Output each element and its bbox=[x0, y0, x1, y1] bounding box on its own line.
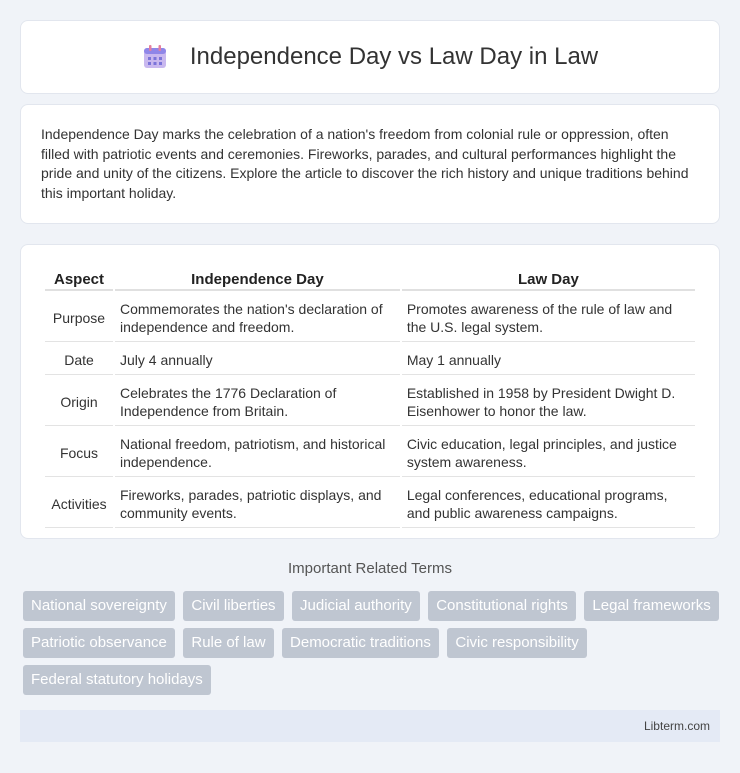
table-row bbox=[45, 377, 695, 426]
row-law-day: Promotes awareness of the rule of law and the U.S. legal system. bbox=[402, 293, 695, 342]
row-independence-day: Commemorates the nation's declaration of independence and freedom. bbox=[115, 293, 400, 342]
row-independence-day: July 4 annually bbox=[115, 344, 400, 375]
row-aspect: Purpose bbox=[45, 293, 113, 342]
related-term-tag[interactable]: Civil liberties bbox=[183, 591, 283, 621]
related-terms-list bbox=[23, 591, 723, 702]
title-card bbox=[20, 20, 720, 94]
row-law-day: Civic education, legal principles, and justice system awareness. bbox=[402, 428, 695, 477]
footer-brand-link[interactable]: Libterm.com bbox=[643, 719, 710, 733]
header-independence-day: Independence Day bbox=[115, 267, 400, 291]
row-aspect: Origin bbox=[45, 377, 113, 426]
comparison-table bbox=[43, 265, 697, 530]
related-term-tag[interactable]: Rule of law bbox=[183, 628, 273, 658]
related-term-tag[interactable]: Legal frameworks bbox=[584, 591, 718, 621]
row-law-day: May 1 annually bbox=[402, 344, 695, 375]
footer bbox=[20, 710, 720, 742]
comparison-card bbox=[20, 244, 720, 539]
table-row bbox=[45, 479, 695, 528]
related-terms-title: Important Related Terms bbox=[288, 560, 452, 577]
related-term-tag[interactable]: National sovereignty bbox=[23, 591, 175, 621]
table-header-row bbox=[45, 267, 695, 291]
related-term-tag[interactable]: Civic responsibility bbox=[447, 628, 586, 658]
row-aspect: Activities bbox=[45, 479, 113, 528]
header-aspect: Aspect bbox=[45, 267, 113, 291]
related-term-tag[interactable]: Judicial authority bbox=[292, 591, 420, 621]
row-aspect: Focus bbox=[45, 428, 113, 477]
row-independence-day: Fireworks, parades, patriotic displays, and community events. bbox=[115, 479, 400, 528]
row-law-day: Established in 1958 by President Dwight D. Eisenhower to honor the law. bbox=[402, 377, 695, 426]
intro-text: Independence Day marks the celebration of a nation's freedom from colonial rule or oppression, often filled with patriotic events and ceremonies. Fireworks, parades, and cultural performances highlight the pride and unity of the citizens. Explore the article to discover the rich history and unique traditions behind this important holiday. bbox=[41, 126, 689, 201]
related-term-tag[interactable]: Patriotic observance bbox=[23, 628, 175, 658]
table-row bbox=[45, 293, 695, 342]
row-independence-day: Celebrates the 1776 Declaration of Independence from Britain. bbox=[115, 377, 400, 426]
related-term-tag[interactable]: Federal statutory holidays bbox=[23, 665, 211, 695]
intro-card bbox=[20, 104, 720, 224]
table-row bbox=[45, 344, 695, 375]
row-independence-day: National freedom, patriotism, and historical independence. bbox=[115, 428, 400, 477]
page-title: Independence Day vs Law Day in Law bbox=[189, 43, 599, 70]
table-row bbox=[45, 428, 695, 477]
header-law-day: Law Day bbox=[402, 267, 695, 291]
calendar-icon bbox=[142, 44, 168, 70]
related-term-tag[interactable]: Democratic traditions bbox=[282, 628, 439, 658]
row-law-day: Legal conferences, educational programs, and public awareness campaigns. bbox=[402, 479, 695, 528]
related-term-tag[interactable]: Constitutional rights bbox=[428, 591, 576, 621]
row-aspect: Date bbox=[45, 344, 113, 375]
